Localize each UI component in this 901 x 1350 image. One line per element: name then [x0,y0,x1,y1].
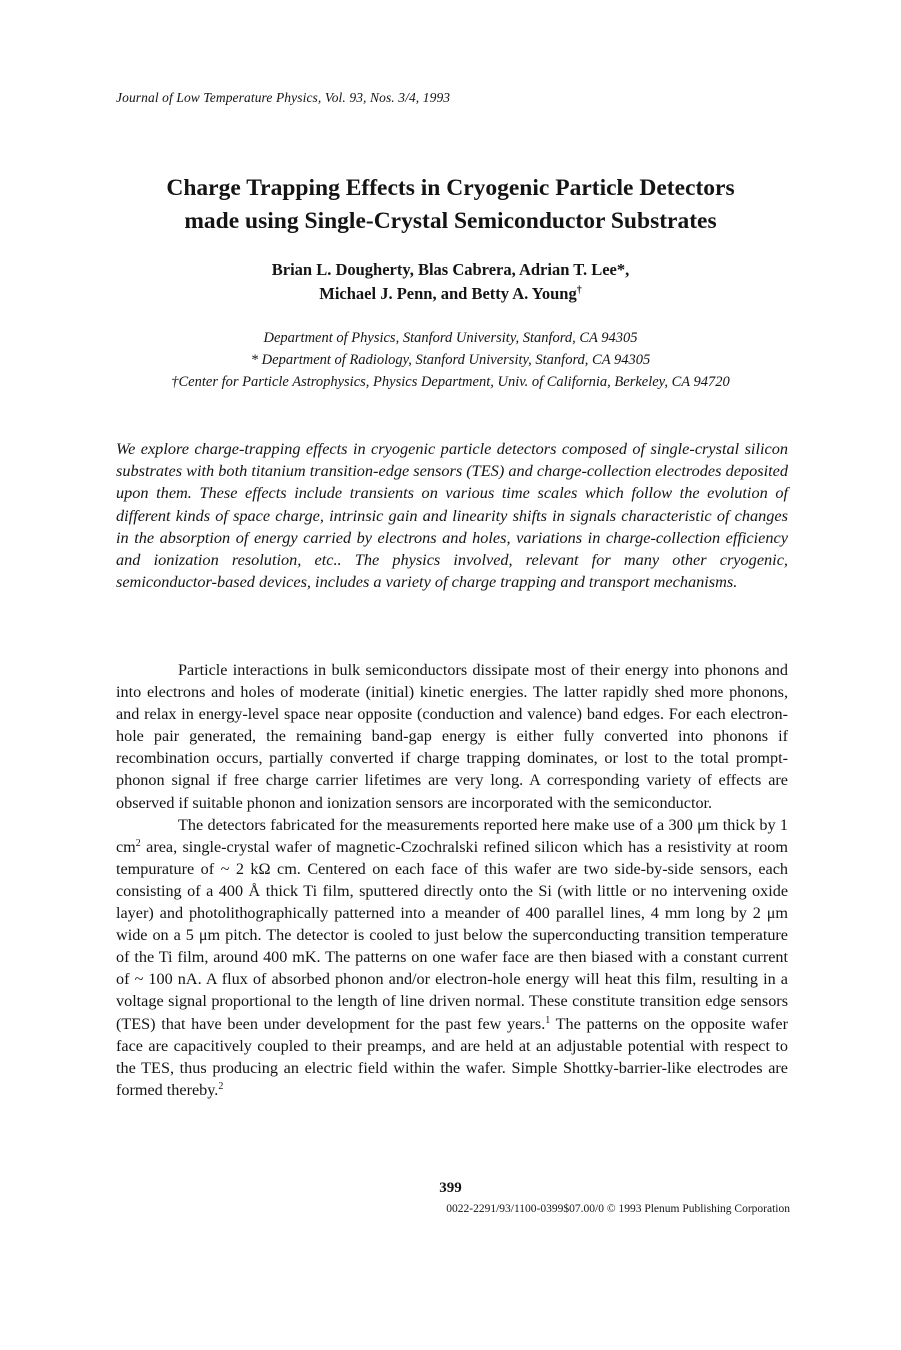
paragraph-2-part-a: The detectors fabricated for the measurements reported here make use of a 300 μm thick by 1 cm [116,815,788,856]
reference-2: 2 [218,1080,224,1092]
author-affiliation-mark: † [576,285,582,296]
authors-line-2 [0,282,901,306]
title-line-1: Charge Trapping Effects in Cryogenic Particle Detectors [166,175,735,201]
paragraph-2 [116,814,788,1101]
affiliation-1: Department of Physics, Stanford University, Stanford, CA 94305 [263,330,638,346]
reference-1: 1 [545,1014,551,1026]
abstract: We explore charge-trapping effects in cryogenic particle detectors composed of single-crystal silicon substrates with both titanium transition-edge sensors (TES) and charge-collection electrodes deposited upon them. These effects include transients on various time scales which follow the evolution of different kinds of space charge, intrinsic gain and linearity shifts in signals characteristic of changes in the absorption of energy carried by electrons and holes, variations in charge-collection efficiency and ionization resolution, etc.. The physics involved, relevant for many other cryogenic, semiconductor-based devices, includes a variety of charge trapping and transport mechanisms. [116,439,788,592]
affiliations [0,327,901,393]
paragraph-2-part-b: area, single-crystal wafer of magnetic-Czochralski refined silicon which has a resistivity at room tempurature of ~ 2 kΩ cm. Centered on each face of this wafer are two side-by-side sensors, each consisting of a 400 Å thick Ti film, sputtered directly onto the Si (with little or no intervening oxide layer) and photolithographically patterned into a meander of 400 parallel lines, 4 mm long by 2 μm wide on a 5 μm pitch. The detector is cooled to just below the superconducting transition temperature of the Ti film, around 400 mK. The patterns on one wafer face are then biased with a constant current of ~ 100 nA. A flux of absorbed phonon and/or electron-hole energy will heat this film, resulting in a voltage signal proportional to the length of line driven normal. These constitute transition edge sensors (TES) that have been under development for the past few years. [116,837,788,1033]
title-line-2: made using Single-Crystal Semiconductor Substrates [184,208,717,234]
copyright-line: 0022-2291/93/1100-0399$07.00/0 © 1993 Plenum Publishing Corporation [446,1203,790,1215]
body-text [116,659,788,1101]
paragraph-1: Particle interactions in bulk semiconductors dissipate most of their energy into phonons and into electrons and holes of moderate (initial) kinetic energies. The latter rapidly shed more phonons, and relax in energy-level space near opposite (conduction and valence) band edges. For each electron-hole pair generated, the remaining band-gap energy is either fully converted into phonons if recombination occurs, partially converted if charge trapping dominates, or lost to the total prompt-phonon signal if free charge carrier lifetimes are very long. A corresponding variety of effects are observed if suitable phonon and ionization sensors are incorporated with the semiconductor. [116,661,788,812]
affiliation-2: * Department of Radiology, Stanford University, Stanford, CA 94305 [250,352,651,368]
affiliation-3: †Center for Particle Astrophysics, Physics Department, Univ. of California, Berkeley, CA 94720 [171,374,730,390]
page-number: 399 [439,1180,462,1196]
authors-line-1: Brian L. Dougherty, Blas Cabrera, Adrian T. Lee*, [271,260,630,279]
area-superscript: 2 [135,837,141,849]
authors-line-2-text: Michael J. Penn, and Betty A. Young [319,284,577,303]
paper-title [0,172,901,238]
paragraph-2-part-c: The patterns on the opposite wafer face are capacitively coupled to their preamps, and are held at an adjustable potential with respect to the TES, thus producing an electric field within the wafer. Simple Shottky-barrier-like electrodes are formed thereby. [116,1014,789,1099]
author-list [0,258,901,306]
journal-header: Journal of Low Temperature Physics, Vol. 93, Nos. 3/4, 1993 [116,90,451,105]
